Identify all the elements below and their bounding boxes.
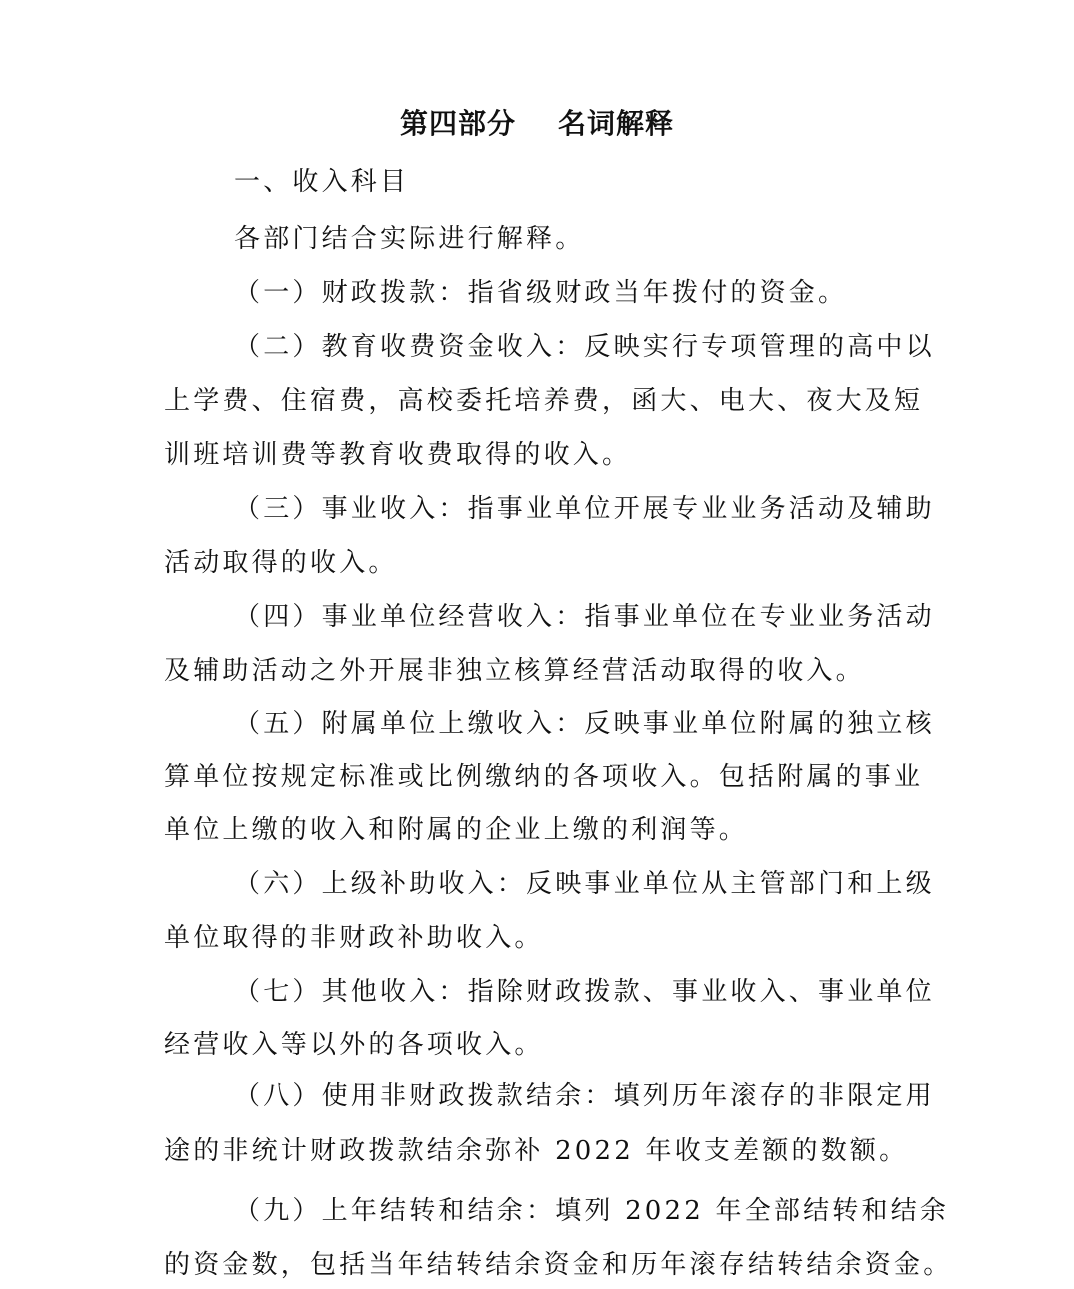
text-line: 各部门结合实际进行解释。: [234, 224, 585, 254]
text-line: （四）事业单位经营收入：指事业单位在专业业务活动: [234, 602, 935, 632]
text-line: 经营收入等以外的各项收入。: [164, 1030, 544, 1060]
text-line: 上学费、住宿费，高校委托培养费，函大、电大、夜大及短: [164, 386, 924, 416]
text-line: （六）上级补助收入：反映事业单位从主管部门和上级: [234, 869, 935, 899]
title-part: 第四部分: [399, 107, 516, 140]
text-line: 及辅助活动之外开展非独立核算经营活动取得的收入。: [164, 656, 865, 686]
text-line: 单位上缴的收入和附属的企业上缴的利润等。: [164, 815, 749, 845]
text-line: 活动取得的收入。: [164, 548, 398, 578]
text-line: （五）附属单位上缴收入：反映事业单位附属的独立核: [234, 709, 935, 739]
text-line: 算单位按规定标准或比例缴纳的各项收入。包括附属的事业: [164, 762, 924, 792]
page-title: [0, 100, 1074, 148]
text-line: 途的非统计财政拨款结余弥补 2022 年收支差额的数额。: [164, 1136, 909, 1166]
section-heading: 一、收入科目: [234, 167, 410, 197]
text-line: （二）教育收费资金收入：反映实行专项管理的高中以: [234, 332, 935, 362]
text-line: （三）事业收入：指事业单位开展专业业务活动及辅助: [234, 494, 935, 524]
text-line: （八）使用非财政拨款结余：填列历年滚存的非限定用: [234, 1081, 935, 1111]
text-line: 单位取得的非财政补助收入。: [164, 923, 544, 953]
text-line: 训班培训费等教育收费取得的收入。: [164, 440, 632, 470]
text-line: （七）其他收入：指除财政拨款、事业收入、事业单位: [234, 977, 935, 1007]
title-name: 名词解释: [558, 107, 675, 140]
text-line: 的资金数，包括当年结转结余资金和历年滚存结转结余资金。: [164, 1250, 953, 1280]
text-line: （一）财政拨款：指省级财政当年拨付的资金。: [234, 278, 848, 308]
text-line: （九）上年结转和结余：填列 2022 年全部结转和结余: [234, 1196, 950, 1226]
